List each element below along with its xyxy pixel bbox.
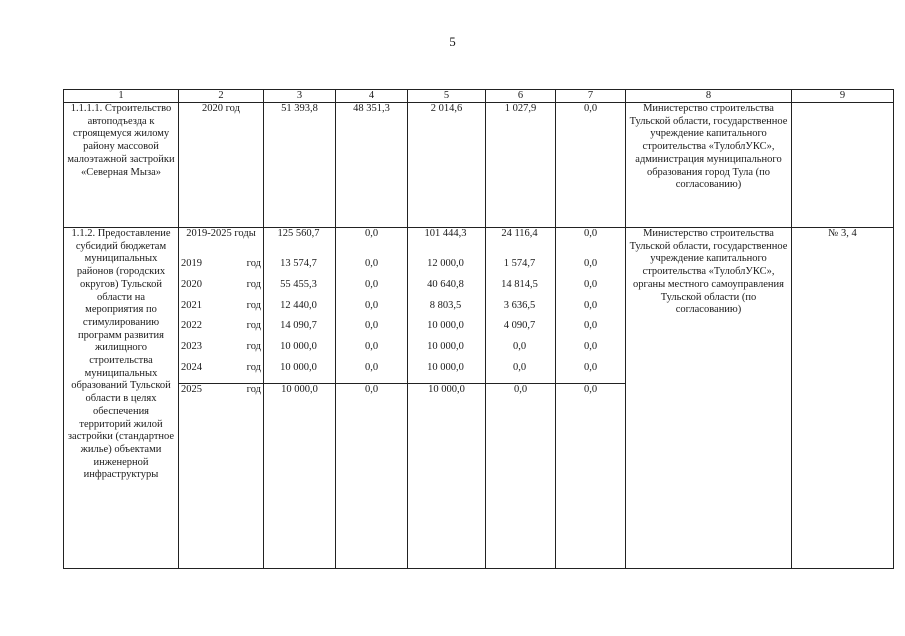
year-row bbox=[179, 279, 263, 300]
header-col-6: 6 bbox=[486, 90, 556, 103]
value: 10 000,0 bbox=[280, 341, 317, 353]
year-total: 2019-2025 годы bbox=[186, 228, 256, 239]
value-col-5 bbox=[408, 228, 486, 384]
value: 0,0 bbox=[364, 278, 379, 290]
year-value: 2020 bbox=[181, 278, 202, 290]
value: 1 574,7 bbox=[503, 258, 536, 269]
value: 10 000,0 bbox=[427, 361, 464, 373]
value: 0,0 bbox=[583, 228, 598, 239]
value: 10 000,0 bbox=[280, 361, 317, 373]
value: 0,0 bbox=[583, 258, 598, 269]
value-col-3: 51 393,8 bbox=[264, 103, 336, 228]
value: 12 000,0 bbox=[427, 258, 464, 269]
value-col-3 bbox=[264, 228, 336, 384]
executor-cell: Министерство строительства Тульской области, государственное учреждение капитального строительства «ТулоблУКС», администрация муниципального образования город Тула (по согласованию) bbox=[626, 103, 792, 228]
year-unit: год bbox=[246, 383, 261, 395]
value: 0,0 bbox=[364, 320, 379, 332]
year-row bbox=[179, 362, 263, 383]
value: 0,0 bbox=[583, 341, 598, 353]
year-cell: 2020 год bbox=[179, 103, 264, 228]
table-row bbox=[64, 103, 894, 228]
program-table bbox=[63, 89, 894, 569]
value-col-4: 48 351,3 bbox=[336, 103, 408, 228]
value-col-6: 1 027,9 bbox=[486, 103, 556, 228]
value: 4 090,7 bbox=[503, 320, 536, 332]
page-number: 5 bbox=[449, 34, 456, 49]
value: 10 000,0 bbox=[427, 320, 464, 332]
value: 13 574,7 bbox=[280, 258, 317, 269]
header-col-1: 1 bbox=[64, 90, 179, 103]
year-row bbox=[179, 341, 263, 362]
value: 3 636,5 bbox=[503, 299, 536, 311]
value: 0,0 bbox=[512, 361, 527, 373]
value: 0,0 bbox=[583, 299, 598, 311]
value: 55 455,3 bbox=[280, 278, 317, 290]
header-col-3: 3 bbox=[264, 90, 336, 103]
year-cell bbox=[179, 383, 264, 568]
value-col-4: 0,0 bbox=[336, 383, 408, 568]
value: 0,0 bbox=[512, 341, 527, 353]
value-col-3: 10 000,0 bbox=[264, 383, 336, 568]
year-value: 2024 bbox=[181, 361, 202, 373]
value-col-7: 0,0 bbox=[556, 383, 626, 568]
year-value: 2022 bbox=[181, 320, 202, 332]
value: 0,0 bbox=[364, 299, 379, 311]
header-col-2: 2 bbox=[179, 90, 264, 103]
value: 125 560,7 bbox=[277, 228, 320, 239]
value-col-5: 2 014,6 bbox=[408, 103, 486, 228]
year-row bbox=[179, 320, 263, 341]
value-col-4 bbox=[336, 228, 408, 384]
value: 0,0 bbox=[364, 228, 379, 239]
result-cell bbox=[792, 103, 894, 228]
value: 0,0 bbox=[583, 278, 598, 290]
value: 12 440,0 bbox=[280, 299, 317, 311]
value: 14 814,5 bbox=[501, 278, 538, 290]
table-row bbox=[64, 228, 894, 384]
value: 0,0 bbox=[583, 320, 598, 332]
value: 0,0 bbox=[364, 258, 379, 269]
year-value: 2021 bbox=[181, 299, 202, 311]
year-value: 2023 bbox=[181, 341, 202, 353]
value: 0,0 bbox=[364, 341, 379, 353]
value: 0,0 bbox=[583, 361, 598, 373]
year-unit: год bbox=[246, 341, 261, 353]
header-col-9: 9 bbox=[792, 90, 894, 103]
value: 24 116,4 bbox=[501, 228, 538, 239]
result-cell: № 3, 4 bbox=[792, 228, 894, 569]
year-row bbox=[179, 258, 263, 279]
value: 8 803,5 bbox=[429, 299, 462, 311]
value-col-7 bbox=[556, 228, 626, 384]
value: 10 000,0 bbox=[427, 341, 464, 353]
header-col-4: 4 bbox=[336, 90, 408, 103]
year-value: 2019 bbox=[181, 258, 202, 269]
value: 40 640,8 bbox=[427, 278, 464, 290]
value-col-5: 10 000,0 bbox=[408, 383, 486, 568]
value-col-6 bbox=[486, 228, 556, 384]
year-unit: год bbox=[246, 299, 261, 311]
year-row bbox=[179, 300, 263, 321]
header-col-7: 7 bbox=[556, 90, 626, 103]
year-value: 2025 bbox=[181, 383, 202, 395]
year-stack bbox=[179, 228, 264, 384]
value: 14 090,7 bbox=[280, 320, 317, 332]
header-col-5: 5 bbox=[408, 90, 486, 103]
measure-name: 1.1.2. Предоставление субсидий бюджетам муниципальных районов (городских округов) Тульской области на мероприятия по стимулированию программ развития жилищного строительства муниципальных образований Тульской области в целях обеспечения территорий жилой застройки (стандартное жилье) объектами инженерной инфраструктуры bbox=[64, 228, 179, 569]
year-unit: год bbox=[246, 258, 261, 269]
value-col-7: 0,0 bbox=[556, 103, 626, 228]
header-col-8: 8 bbox=[626, 90, 792, 103]
value-col-6: 0,0 bbox=[486, 383, 556, 568]
value: 0,0 bbox=[364, 361, 379, 373]
executor-cell: Министерство строительства Тульской области, государственное учреждение капитального строительства «ТулоблУКС», органы местного самоуправления Тульской области (по согласованию) bbox=[626, 228, 792, 569]
year-unit: год bbox=[246, 278, 261, 290]
year-unit: год bbox=[246, 320, 261, 332]
value: 101 444,3 bbox=[424, 228, 467, 239]
year-unit: год bbox=[246, 361, 261, 373]
header-row bbox=[64, 90, 894, 103]
measure-name: 1.1.1.1. Строительство автоподъезда к строящемуся жилому району массовой малоэтажной застройки «Северная Мыза» bbox=[64, 103, 179, 228]
